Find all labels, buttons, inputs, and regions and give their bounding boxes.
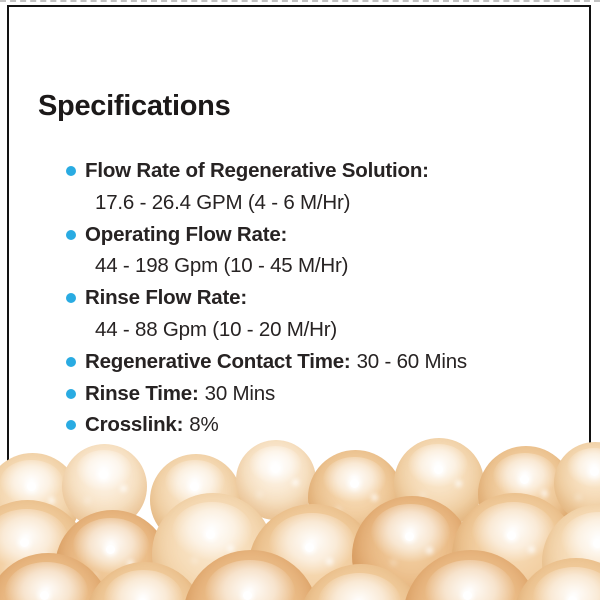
bullet-icon <box>66 293 76 303</box>
spec-list <box>64 155 569 441</box>
spec-value: 8% <box>189 413 219 437</box>
spec-item <box>64 282 569 346</box>
spec-label: Rinse Time: <box>85 381 199 405</box>
spec-item <box>64 409 569 441</box>
spec-value: 17.6 - 26.4 GPM (4 - 6 M/Hr) <box>95 190 351 214</box>
spec-item <box>64 155 569 219</box>
bullet-icon <box>66 389 76 399</box>
spec-label: Crosslink: <box>85 413 184 437</box>
spec-item <box>64 346 569 378</box>
spec-value: 44 - 198 Gpm (10 - 45 M/Hr) <box>95 254 349 278</box>
page-title: Specifications <box>38 90 231 122</box>
spec-value: 30 - 60 Mins <box>356 349 467 373</box>
bullet-icon <box>66 357 76 367</box>
spec-item <box>64 378 569 410</box>
top-dashed-divider <box>0 0 600 2</box>
spec-item <box>64 219 569 283</box>
bullet-icon <box>66 166 76 176</box>
spec-label: Flow Rate of Regenerative Solution: <box>85 159 429 182</box>
resin-beads-photo <box>0 438 600 600</box>
bullet-icon <box>66 420 76 430</box>
spec-value: 30 Mins <box>204 381 276 405</box>
spec-label: Rinse Flow Rate: <box>85 286 247 310</box>
spec-label: Operating Flow Rate: <box>85 222 288 246</box>
bullet-icon <box>66 230 76 240</box>
spec-label: Regenerative Contact Time: <box>85 349 351 373</box>
spec-value: 44 - 88 Gpm (10 - 20 M/Hr) <box>95 317 338 341</box>
